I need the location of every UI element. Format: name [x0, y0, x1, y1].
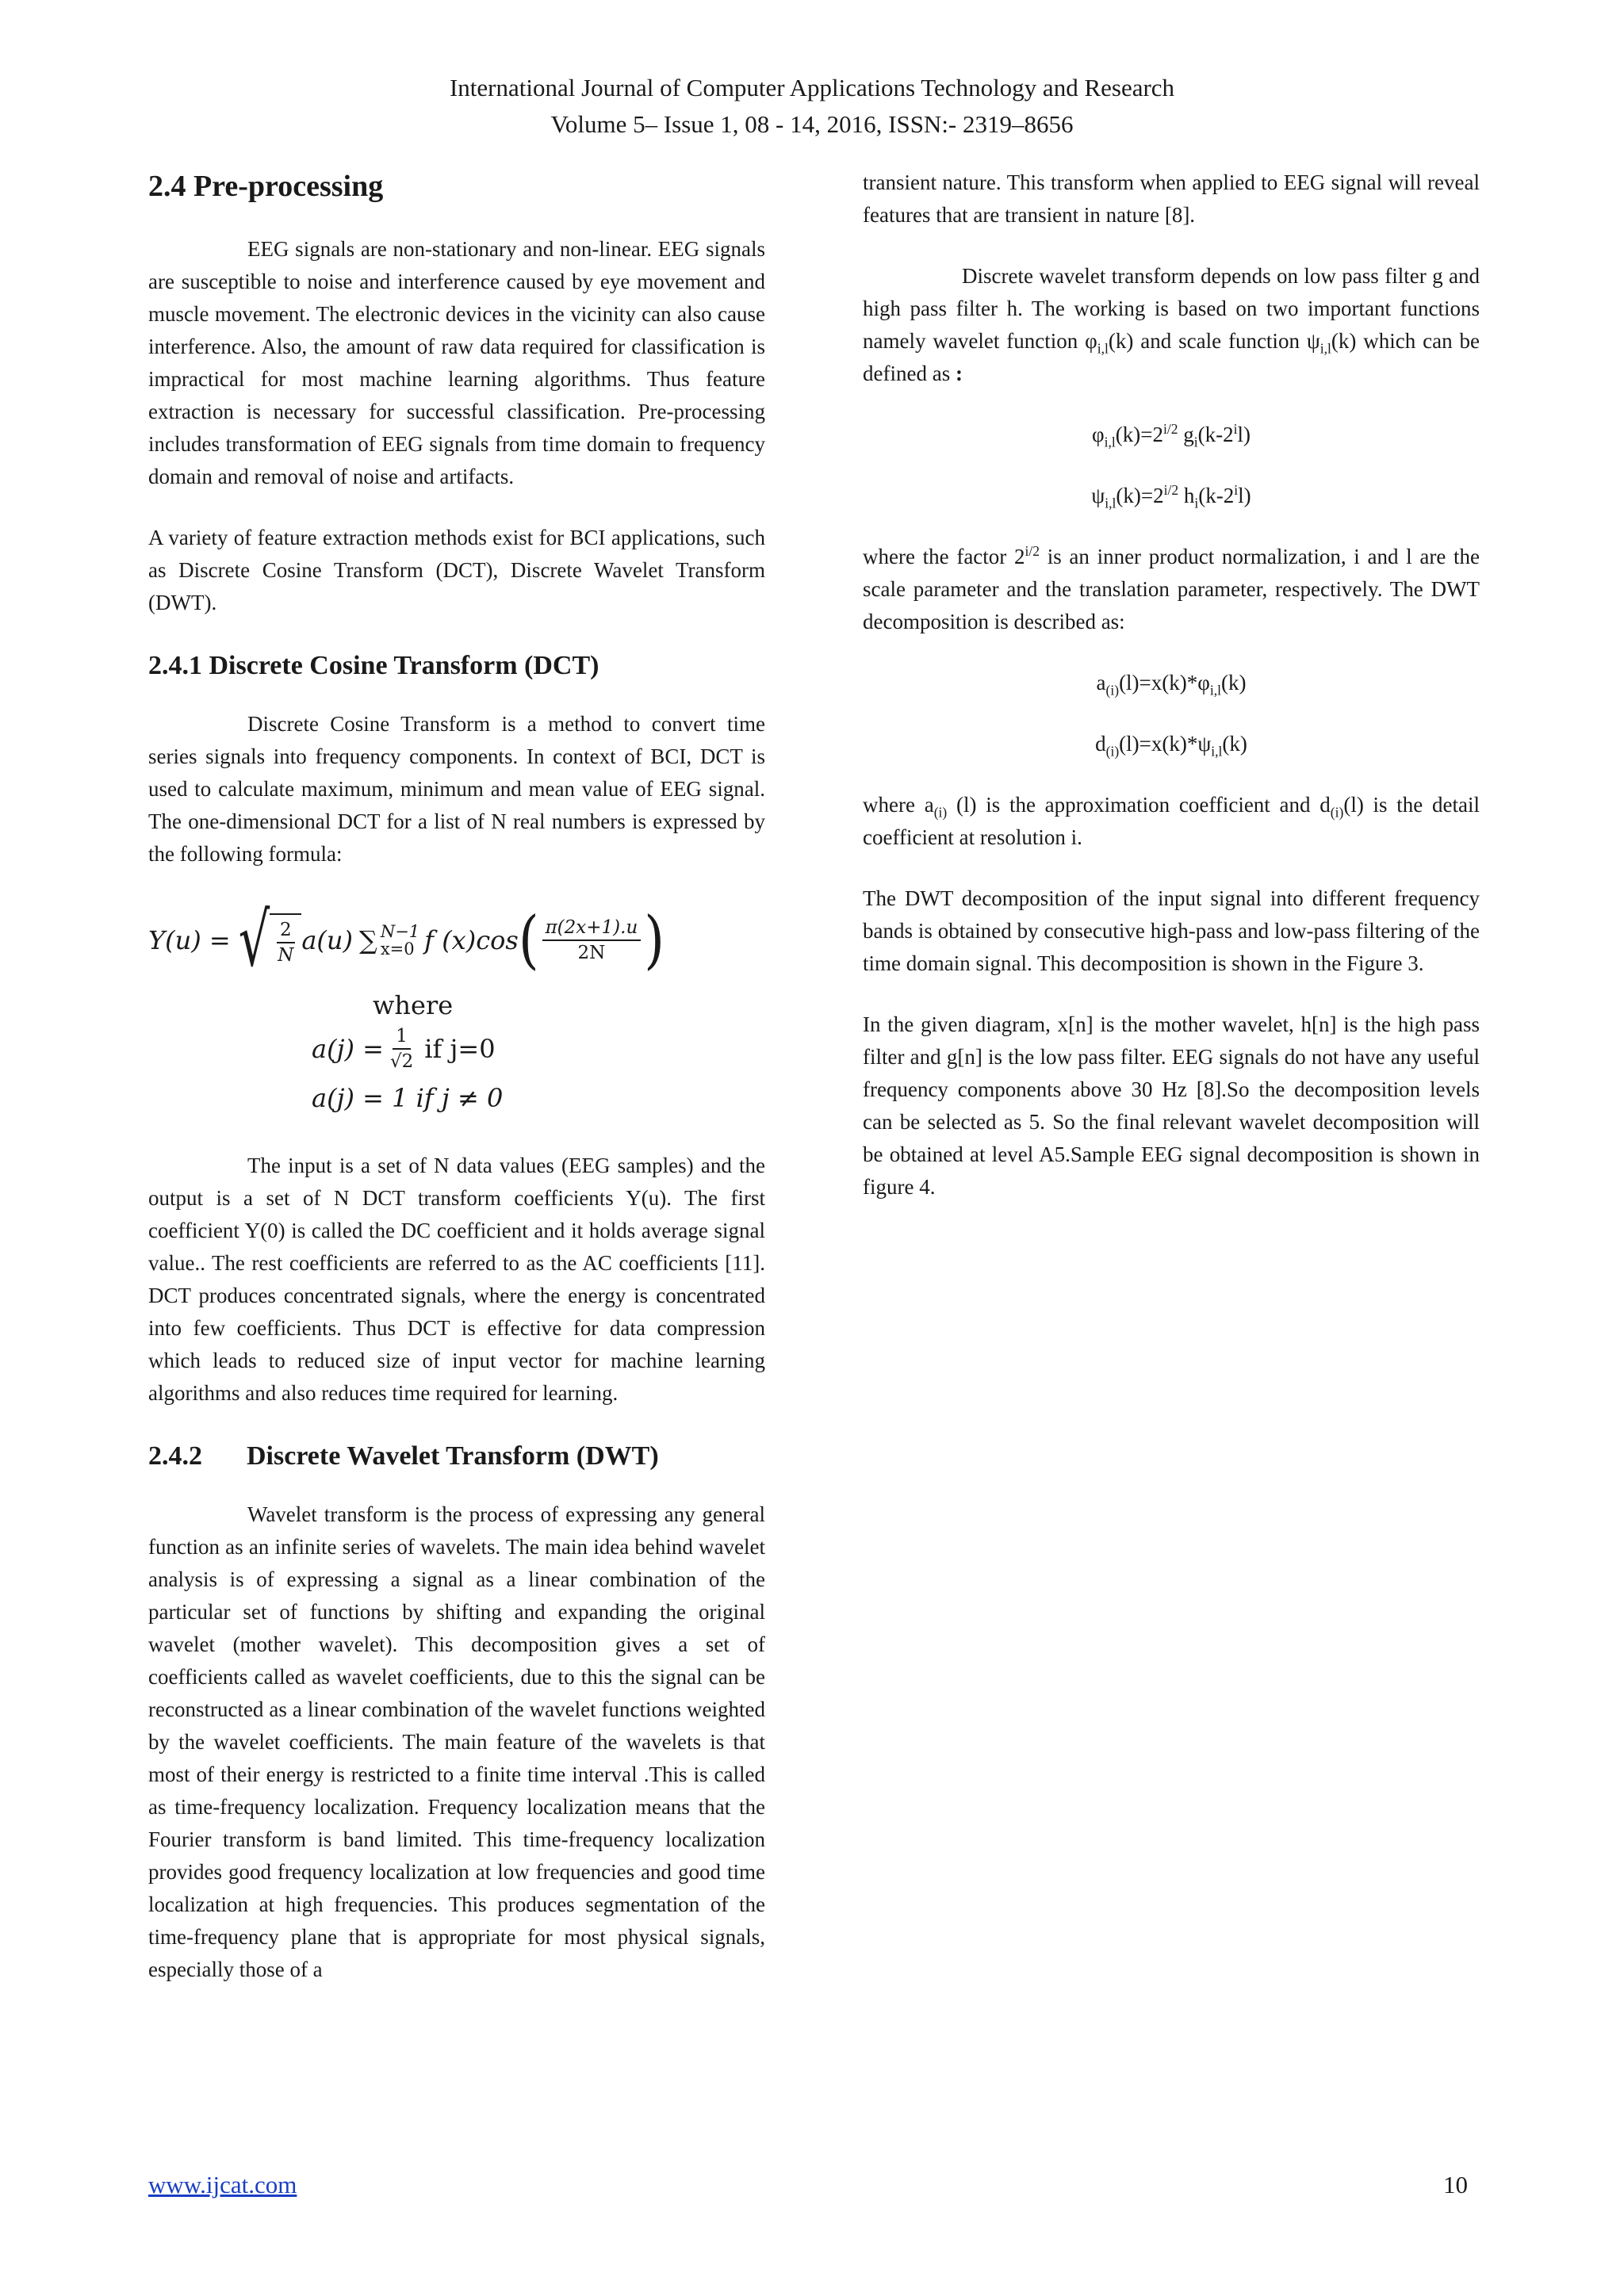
eq3-a: a — [1096, 671, 1106, 695]
right-paragraph-1: transient nature. This transform when applied to EEG signal will reveal features that are transient in nature [8]. — [863, 170, 1480, 227]
eq4-s1: (i) — [1105, 743, 1120, 760]
aj-condition-1 — [312, 1024, 765, 1073]
eq2-s1: i,l — [1105, 495, 1116, 511]
right-paragraph-2 — [863, 260, 1480, 390]
aj1-condition: if j=0 — [424, 1034, 496, 1064]
journal-title: International Journal of Computer Applications Technology and Research — [449, 74, 1175, 101]
p4-text-b: (l) is the approximation coefficient and d — [947, 793, 1331, 817]
section-2-4-1-paragraph-2: The input is a set of N data values (EEG samples) and the output is a set of N DCT transform coefficients Y(u). The first coefficient Y(0) is called the DC coefficient and it holds average signal value.. The rest coefficients are referred to as the AC coefficients [11]. DCT produces concentrated signals, where the energy is concentrated into few coefficients. Thus DCT is effective for data compression which leads to reduced size of input vector for machine learning algorithms and also reduces time required for learning. — [148, 1154, 765, 1405]
section-2-4-2-heading — [148, 1438, 765, 1475]
left-column — [148, 166, 765, 2015]
approximation-equation — [863, 667, 1480, 699]
p2-text-a: Discrete wavelet transform depends on low pass filter g and high pass filter h. The working is based on two important functions namely wavelet function φ — [863, 264, 1480, 353]
sqrt-fraction — [274, 918, 297, 967]
eq1-c: g — [1178, 423, 1194, 446]
aj1-fraction — [387, 1024, 416, 1073]
p2-sub-2: i,l — [1320, 340, 1331, 357]
sqrt-denominator: N — [278, 945, 294, 966]
section-2-4-2-number: 2.4.2 — [148, 1441, 202, 1471]
cos-denominator: 2N — [577, 943, 606, 963]
eq2-b: (k)=2 — [1116, 484, 1164, 507]
eq1-s2: i — [1193, 434, 1198, 450]
eq2-s2: i — [1194, 495, 1199, 511]
sqrt-body — [270, 913, 301, 967]
cos-fraction — [542, 916, 642, 965]
right-paragraph-3 — [863, 541, 1480, 638]
eq2-sp2: i — [1234, 482, 1239, 498]
where-label: where — [373, 990, 454, 1020]
eq2-d: (k-2 — [1198, 484, 1235, 507]
dct-lhs: Y(u) = — [148, 925, 231, 955]
p2-sub-1: i,l — [1097, 340, 1109, 357]
eq1-s1: i,l — [1104, 434, 1116, 450]
eq4-b: (l)=x(k)*ψ — [1119, 732, 1212, 756]
right-column — [863, 166, 1480, 1232]
section-2-4-paragraph-2: A variety of feature extraction methods exist for BCI applications, such as Discrete Cosine Transform (DCT), Discrete Wavelet Transform (DWT). — [148, 526, 765, 614]
aj2-text: a(j) = 1 if j ≠ 0 — [312, 1083, 504, 1113]
journal-header — [0, 70, 1624, 143]
scale-function-equation — [863, 480, 1480, 512]
eq1-a: φ — [1092, 423, 1105, 446]
au-term: a(u) — [301, 925, 353, 955]
eq3-b: (l)=x(k)*φ — [1119, 671, 1210, 695]
eq1-sp2: i — [1233, 421, 1238, 437]
sum-upper: N−1 — [380, 922, 420, 941]
eq3-s1: (i) — [1105, 682, 1120, 698]
eq4-s2: i,l — [1211, 743, 1223, 760]
sum-lower: x=0 — [380, 939, 415, 959]
section-2-4-1-paragraph-1: Discrete Cosine Transform is a method to convert time series signals into frequency components. In context of BCI, DCT is used to calculate maximum, minimum and mean value of EEG signal. The one-dimensional DCT for a list of N real numbers is expressed by the following formula: — [148, 712, 765, 866]
eq3-s2: i,l — [1209, 682, 1221, 698]
dct-formula — [148, 896, 765, 1123]
wavelet-function-equation — [863, 419, 1480, 451]
left-paren: ( — [518, 903, 539, 977]
sqrt-numerator: 2 — [277, 918, 295, 943]
section-2-4-1-heading: 2.4.1 Discrete Cosine Transform (DCT) — [148, 651, 599, 680]
p2-text-b: (k) and scale function ψ — [1108, 329, 1320, 353]
right-paragraph-6: In the given diagram, x[n] is the mother wavelet, h[n] is the high pass filter and g[n] is the low pass filter. EEG signals do not have any useful frequency components above 30 Hz [8].So the decomposition levels can be selected as 5. So the final relevant wavelet decomposition will be obtained at level A5.Sample EEG signal decomposition is shown in figure 4. — [863, 1012, 1480, 1199]
sum-limits — [381, 923, 419, 958]
aj-condition-2 — [312, 1073, 765, 1123]
p4-sub-2: (i) — [1330, 804, 1344, 821]
eq1-d: (k-2 — [1197, 423, 1234, 446]
p4-sub-1: (i) — [933, 804, 948, 821]
p3-sup: i/2 — [1025, 543, 1040, 559]
aj1-denominator: √2 — [389, 1051, 414, 1072]
p2-colon: : — [955, 362, 963, 385]
page-number: 10 — [1443, 2171, 1468, 2198]
eq2-a: ψ — [1091, 484, 1105, 507]
detail-equation — [863, 728, 1480, 760]
cos-numerator: π(2x+1).u — [542, 916, 642, 941]
right-paragraph-5: The DWT decomposition of the input signal into different frequency bands is obtained by consecutive high-pass and low-pass filtering of the time domain signal. This decomposition is shown in the Figure 3. — [863, 886, 1480, 975]
p4-text-c: (l) is the detail coefficient at resolution i. — [863, 793, 1480, 849]
section-2-4-2-paragraph-1: Wavelet transform is the process of expressing any general function as an infinite series of wavelets. The main idea behind wavelet analysis is of expressing a signal as a linear combination of the particular set of functions by shifting and expanding the original wavelet (mother wavelet). This decomposition gives a set of coefficients called as wavelet coefficients, due to this the signal can be reconstructed as a linear combination of the wavelet functions weighted by the wavelet coefficients. The main feature of the wavelets is that most of their energy is restricted to a finite time interval .This is called as time-frequency localization. Frequency localization means that the Fourier transform is band limited. This time-frequency localization provides good frequency localization at low frequencies and good time localization at high frequencies. This produces segmentation of the time-frequency plane that is appropriate for most physical signals, especially those of a — [148, 1502, 765, 1981]
eq4-c: (k) — [1222, 732, 1247, 756]
eq3-c: (k) — [1220, 671, 1247, 695]
section-2-4-2-title: Discrete Wavelet Transform (DWT) — [247, 1441, 659, 1471]
eq1-sp1: i/2 — [1162, 421, 1178, 437]
p4-text-a: where a — [863, 793, 934, 817]
p3-text-b: is an inner product normalization, i and l are the scale parameter and the translation parameter, respectively. The DWT decomposition is described as: — [863, 545, 1480, 633]
dct-equation — [148, 896, 765, 983]
right-paren: ) — [644, 903, 665, 977]
section-2-4-paragraph-1: EEG signals are non-stationary and non-linear. EEG signals are susceptible to noise and interference caused by eye movement and muscle movement. The electronic devices in the vicinity can also cause interference. Also, the amount of raw data required for classification is impractical for most machine learning algorithms. Thus feature extraction is necessary for successful classification. Pre-processing includes transformation of EEG signals from time domain to frequency domain and removal of noise and artifacts. — [148, 237, 765, 488]
eq1-e: l) — [1237, 423, 1251, 446]
fx-cos-term: f (x)cos — [424, 925, 519, 955]
eq2-c: h — [1178, 484, 1195, 507]
journal-website-link[interactable]: www.ijcat.com — [148, 2171, 297, 2198]
eq1-b: (k)=2 — [1115, 423, 1163, 446]
eq2-sp1: i/2 — [1163, 482, 1179, 498]
sqrt-symbol: √ — [238, 896, 270, 983]
p2-text-c: (k) which can be defined as — [863, 329, 1480, 385]
p3-text-a: where the factor 2 — [863, 545, 1025, 568]
journal-volume: Volume 5– Issue 1, 08 - 14, 2016, ISSN:- 2319–8656 — [550, 110, 1074, 138]
sum-symbol: ∑ — [358, 925, 377, 955]
eq4-a: d — [1095, 732, 1106, 756]
aj1-numerator: 1 — [393, 1024, 411, 1050]
section-2-4-heading: 2.4 Pre-processing — [148, 170, 384, 203]
right-paragraph-4 — [863, 789, 1480, 854]
eq2-e: l) — [1238, 484, 1251, 507]
aj1-lhs: a(j) = — [312, 1034, 384, 1064]
